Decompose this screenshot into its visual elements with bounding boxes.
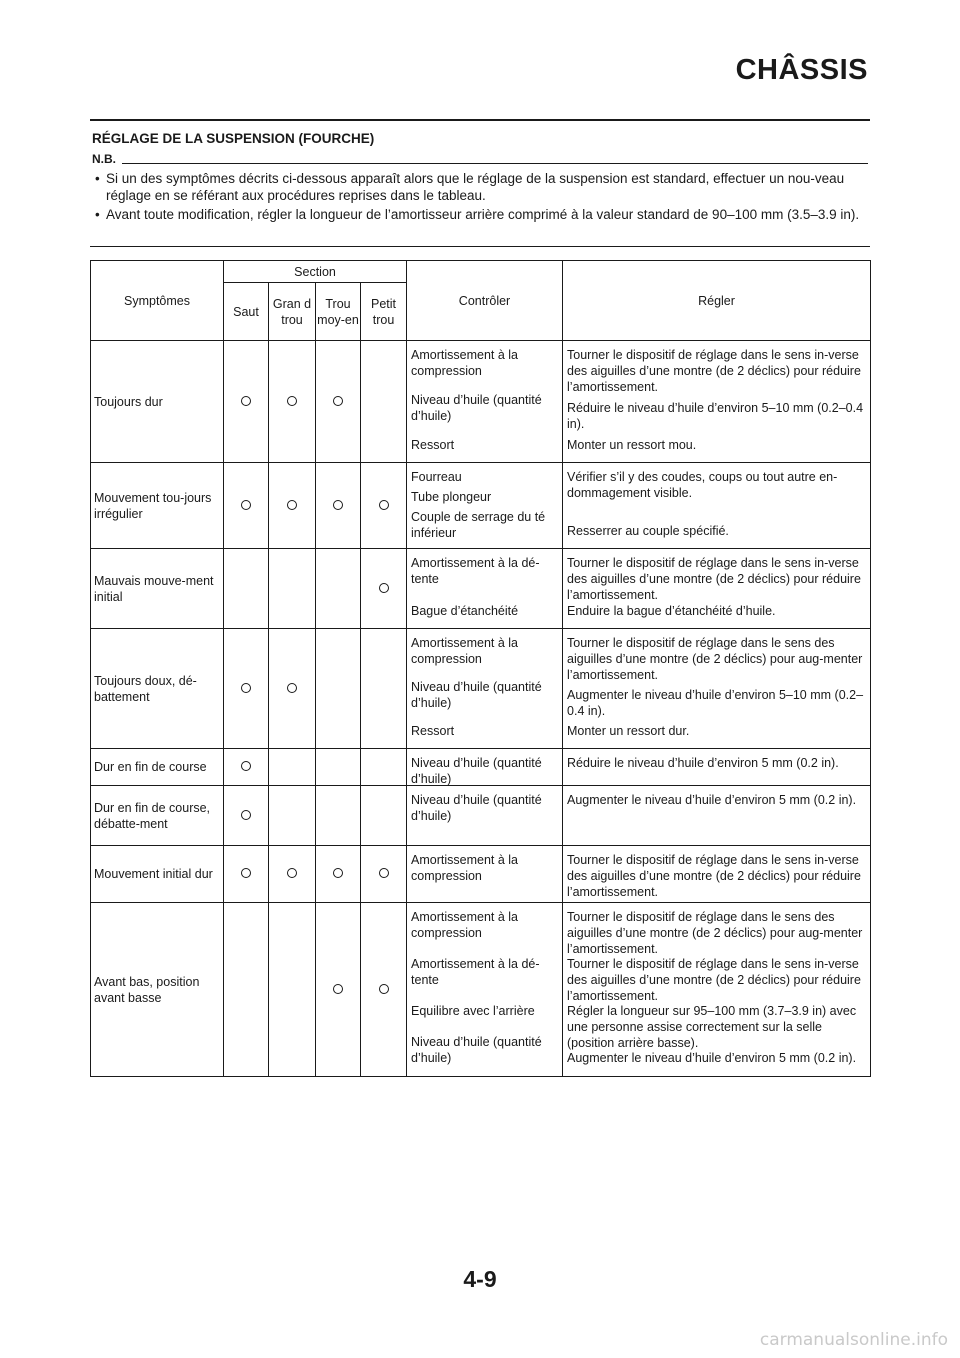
check-item: Ressort <box>411 437 455 452</box>
symptom-cell: Toujours dur <box>91 341 224 463</box>
section-mark-cell <box>361 903 407 1077</box>
adjust-item: Augmenter le niveau d’huile d’environ 5–10 mm (0.2–0.4 in). <box>567 687 864 718</box>
check-item: Tube plongeur <box>411 489 492 504</box>
section-mark-cell <box>361 549 407 629</box>
symptom-cell: Mauvais mouve-ment initial <box>91 549 224 629</box>
table-row <box>91 903 871 1077</box>
table-body <box>91 341 871 1077</box>
note-block <box>92 151 868 223</box>
section-mark-cell <box>269 341 316 463</box>
adjust-cell <box>563 341 871 463</box>
header-check: Contrôler <box>407 261 563 341</box>
adjust-item: Tourner le dispositif de réglage dans le sens in-verse des aiguilles d’une montre (de 2 déclics) pour réduire l’amortissement. <box>567 852 861 899</box>
adjust-item: Régler la longueur sur 95–100 mm (3.7–3.9 in) avec une personne assise correctement sur la selle (position arrière basse). <box>567 1004 857 1051</box>
check-item: Bague d’étanchéité <box>411 603 519 618</box>
note-end-rule <box>90 246 870 247</box>
section-mark-cell <box>316 903 361 1077</box>
circle-mark-icon <box>379 500 389 510</box>
section-mark-cell <box>224 463 269 549</box>
section-mark-cell <box>269 629 316 749</box>
section-mark-cell <box>224 846 269 903</box>
check-item: Fourreau <box>411 469 462 484</box>
circle-mark-icon <box>287 683 297 693</box>
check-item: Amortissement à la dé-tente <box>411 555 540 586</box>
circle-mark-icon <box>333 868 343 878</box>
circle-mark-icon <box>287 868 297 878</box>
check-item: Niveau d’huile (quantité d’huile) <box>411 792 542 823</box>
symptom-cell: Mouvement initial dur <box>91 846 224 903</box>
header-grand-trou: Gran d trou <box>269 283 316 341</box>
circle-mark-icon <box>241 810 251 820</box>
section-mark-cell <box>269 846 316 903</box>
section-mark-cell <box>224 549 269 629</box>
section-title: RÉGLAGE DE LA SUSPENSION (FOURCHE) <box>92 131 375 146</box>
section-mark-cell <box>361 749 407 786</box>
adjust-item: Monter un ressort dur. <box>567 723 690 738</box>
check-item: Amortissement à la compression <box>411 635 518 666</box>
check-cell <box>407 629 563 749</box>
adjust-item: Resserrer au couple spécifié. <box>567 523 729 538</box>
circle-mark-icon <box>333 984 343 994</box>
section-mark-cell <box>361 463 407 549</box>
section-mark-cell <box>361 786 407 846</box>
circle-mark-icon <box>241 500 251 510</box>
check-cell <box>407 341 563 463</box>
header-trou-moyen: Trou moy-en <box>316 283 361 341</box>
section-mark-cell <box>224 629 269 749</box>
circle-mark-icon <box>333 500 343 510</box>
section-mark-cell <box>269 786 316 846</box>
adjust-item: Tourner le dispositif de réglage dans le sens in-verse des aiguilles d’une montre (de 2 déclics) pour réduire l’amortissement. <box>567 555 861 602</box>
adjust-item: Tourner le dispositif de réglage dans le sens des aiguilles d’une montre (de 2 déclics) pour aug-menter l’amortissement. <box>567 635 863 682</box>
circle-mark-icon <box>287 500 297 510</box>
section-mark-cell <box>316 846 361 903</box>
check-cell <box>407 463 563 549</box>
circle-mark-icon <box>241 683 251 693</box>
section-mark-cell <box>224 749 269 786</box>
section-mark-cell <box>224 786 269 846</box>
section-mark-cell <box>316 786 361 846</box>
symptom-cell: Toujours doux, dé-battement <box>91 629 224 749</box>
circle-mark-icon <box>241 761 251 771</box>
note-bullet: • Avant toute modification, régler la longueur de l’amortisseur arrière comprimé à la valeur standard de 90–100 mm (3.5–3.9 in). <box>92 206 868 223</box>
circle-mark-icon <box>333 396 343 406</box>
check-cell <box>407 786 563 846</box>
circle-mark-icon <box>379 868 389 878</box>
header-rule <box>90 119 870 121</box>
adjust-cell <box>563 463 871 549</box>
check-item: Niveau d’huile (quantité d’huile) <box>411 392 542 423</box>
circle-mark-icon <box>287 396 297 406</box>
symptom-cell: Avant bas, position avant basse <box>91 903 224 1077</box>
table-row <box>91 846 871 903</box>
adjust-item: Augmenter le niveau d’huile d’environ 5 mm (0.2 in). <box>567 1051 857 1066</box>
section-mark-cell <box>361 341 407 463</box>
adjust-item: Tourner le dispositif de réglage dans le sens in-verse des aiguilles d’une montre (de 2 déclics) pour réduire l’amortissement. <box>567 347 861 394</box>
header-symptoms: Symptômes <box>91 261 224 341</box>
section-mark-cell <box>269 749 316 786</box>
circle-mark-icon <box>241 868 251 878</box>
symptom-cell: Mouvement tou-jours irrégulier <box>91 463 224 549</box>
adjust-item: Enduire la bague d’étanchéité d’huile. <box>567 603 776 618</box>
header-petit-trou: Petit trou <box>361 283 407 341</box>
check-item: Amortissement à la compression <box>411 852 518 883</box>
adjust-cell <box>563 903 871 1077</box>
adjust-item <box>567 503 866 519</box>
note-label: N.B. <box>92 152 116 166</box>
check-item: Amortissement à la dé-tente <box>411 956 540 987</box>
adjust-item: Réduire le niveau d’huile d’environ 5 mm (0.2 in). <box>567 755 839 770</box>
section-mark-cell <box>224 341 269 463</box>
check-item: Couple de serrage du té inférieur <box>411 509 546 540</box>
check-cell <box>407 549 563 629</box>
note-bullet: • Si un des symptômes décrits ci-dessous apparaît alors que le réglage de la suspension est standard, effectuer un nou-veau réglage en se référant aux procédures reprises dans le tableau. <box>92 170 868 204</box>
adjust-item: Tourner le dispositif de réglage dans le sens in-verse des aiguilles d’une montre (de 2 déclics) pour réduire l’amortissement. <box>567 956 861 1003</box>
section-mark-cell <box>316 549 361 629</box>
section-mark-cell <box>361 629 407 749</box>
adjust-cell <box>563 786 871 846</box>
page-number: 4-9 <box>463 1266 497 1292</box>
circle-mark-icon <box>379 583 389 593</box>
header-section: Section <box>224 261 407 283</box>
check-item: Niveau d’huile (quantité d’huile) <box>411 679 542 710</box>
section-mark-cell <box>224 903 269 1077</box>
section-mark-cell <box>361 846 407 903</box>
adjust-item: Tourner le dispositif de réglage dans le sens des aiguilles d’une montre (de 2 déclics) pour aug-menter l’amortissement. <box>567 909 863 956</box>
header-saut: Saut <box>224 283 269 341</box>
check-item: Niveau d’huile (quantité d’huile) <box>411 1035 542 1066</box>
check-cell <box>407 903 563 1077</box>
suspension-adjustment-table <box>90 260 871 1077</box>
section-mark-cell <box>316 341 361 463</box>
table-row <box>91 786 871 846</box>
table-row <box>91 629 871 749</box>
check-item: Amortissement à la compression <box>411 347 518 378</box>
adjust-cell <box>563 846 871 903</box>
table-row <box>91 549 871 629</box>
adjust-cell <box>563 549 871 629</box>
section-mark-cell <box>269 903 316 1077</box>
table-row <box>91 341 871 463</box>
watermark: carmanualsonline.info <box>759 1330 948 1350</box>
table-row <box>91 463 871 549</box>
section-mark-cell <box>269 549 316 629</box>
adjust-item: Vérifier s’il y des coudes, coups ou tout autre en-dommagement visible. <box>567 469 838 500</box>
check-item: Equilibre avec l’arrière <box>411 1004 535 1019</box>
check-item: Ressort <box>411 723 455 738</box>
section-mark-cell <box>316 749 361 786</box>
check-cell <box>407 846 563 903</box>
check-item: Niveau d’huile (quantité d’huile) <box>411 755 542 786</box>
note-header <box>92 151 868 168</box>
symptom-cell: Dur en fin de course <box>91 749 224 786</box>
circle-mark-icon <box>379 984 389 994</box>
section-mark-cell <box>316 463 361 549</box>
adjust-item: Monter un ressort mou. <box>567 437 697 452</box>
adjust-item: Augmenter le niveau d’huile d’environ 5 mm (0.2 in). <box>567 792 857 807</box>
section-mark-cell <box>269 463 316 549</box>
check-cell <box>407 749 563 786</box>
note-rule <box>122 163 868 164</box>
adjust-cell <box>563 629 871 749</box>
check-item: Amortissement à la compression <box>411 909 518 940</box>
page-header-title: CHÂSSIS <box>735 54 868 86</box>
header-adjust: Régler <box>563 261 871 341</box>
table-row <box>91 749 871 786</box>
symptom-cell: Dur en fin de course, débatte-ment <box>91 786 224 846</box>
adjust-item: Réduire le niveau d’huile d’environ 5–10 mm (0.2–0.4 in). <box>567 400 864 431</box>
section-mark-cell <box>316 629 361 749</box>
circle-mark-icon <box>241 396 251 406</box>
adjust-cell <box>563 749 871 786</box>
